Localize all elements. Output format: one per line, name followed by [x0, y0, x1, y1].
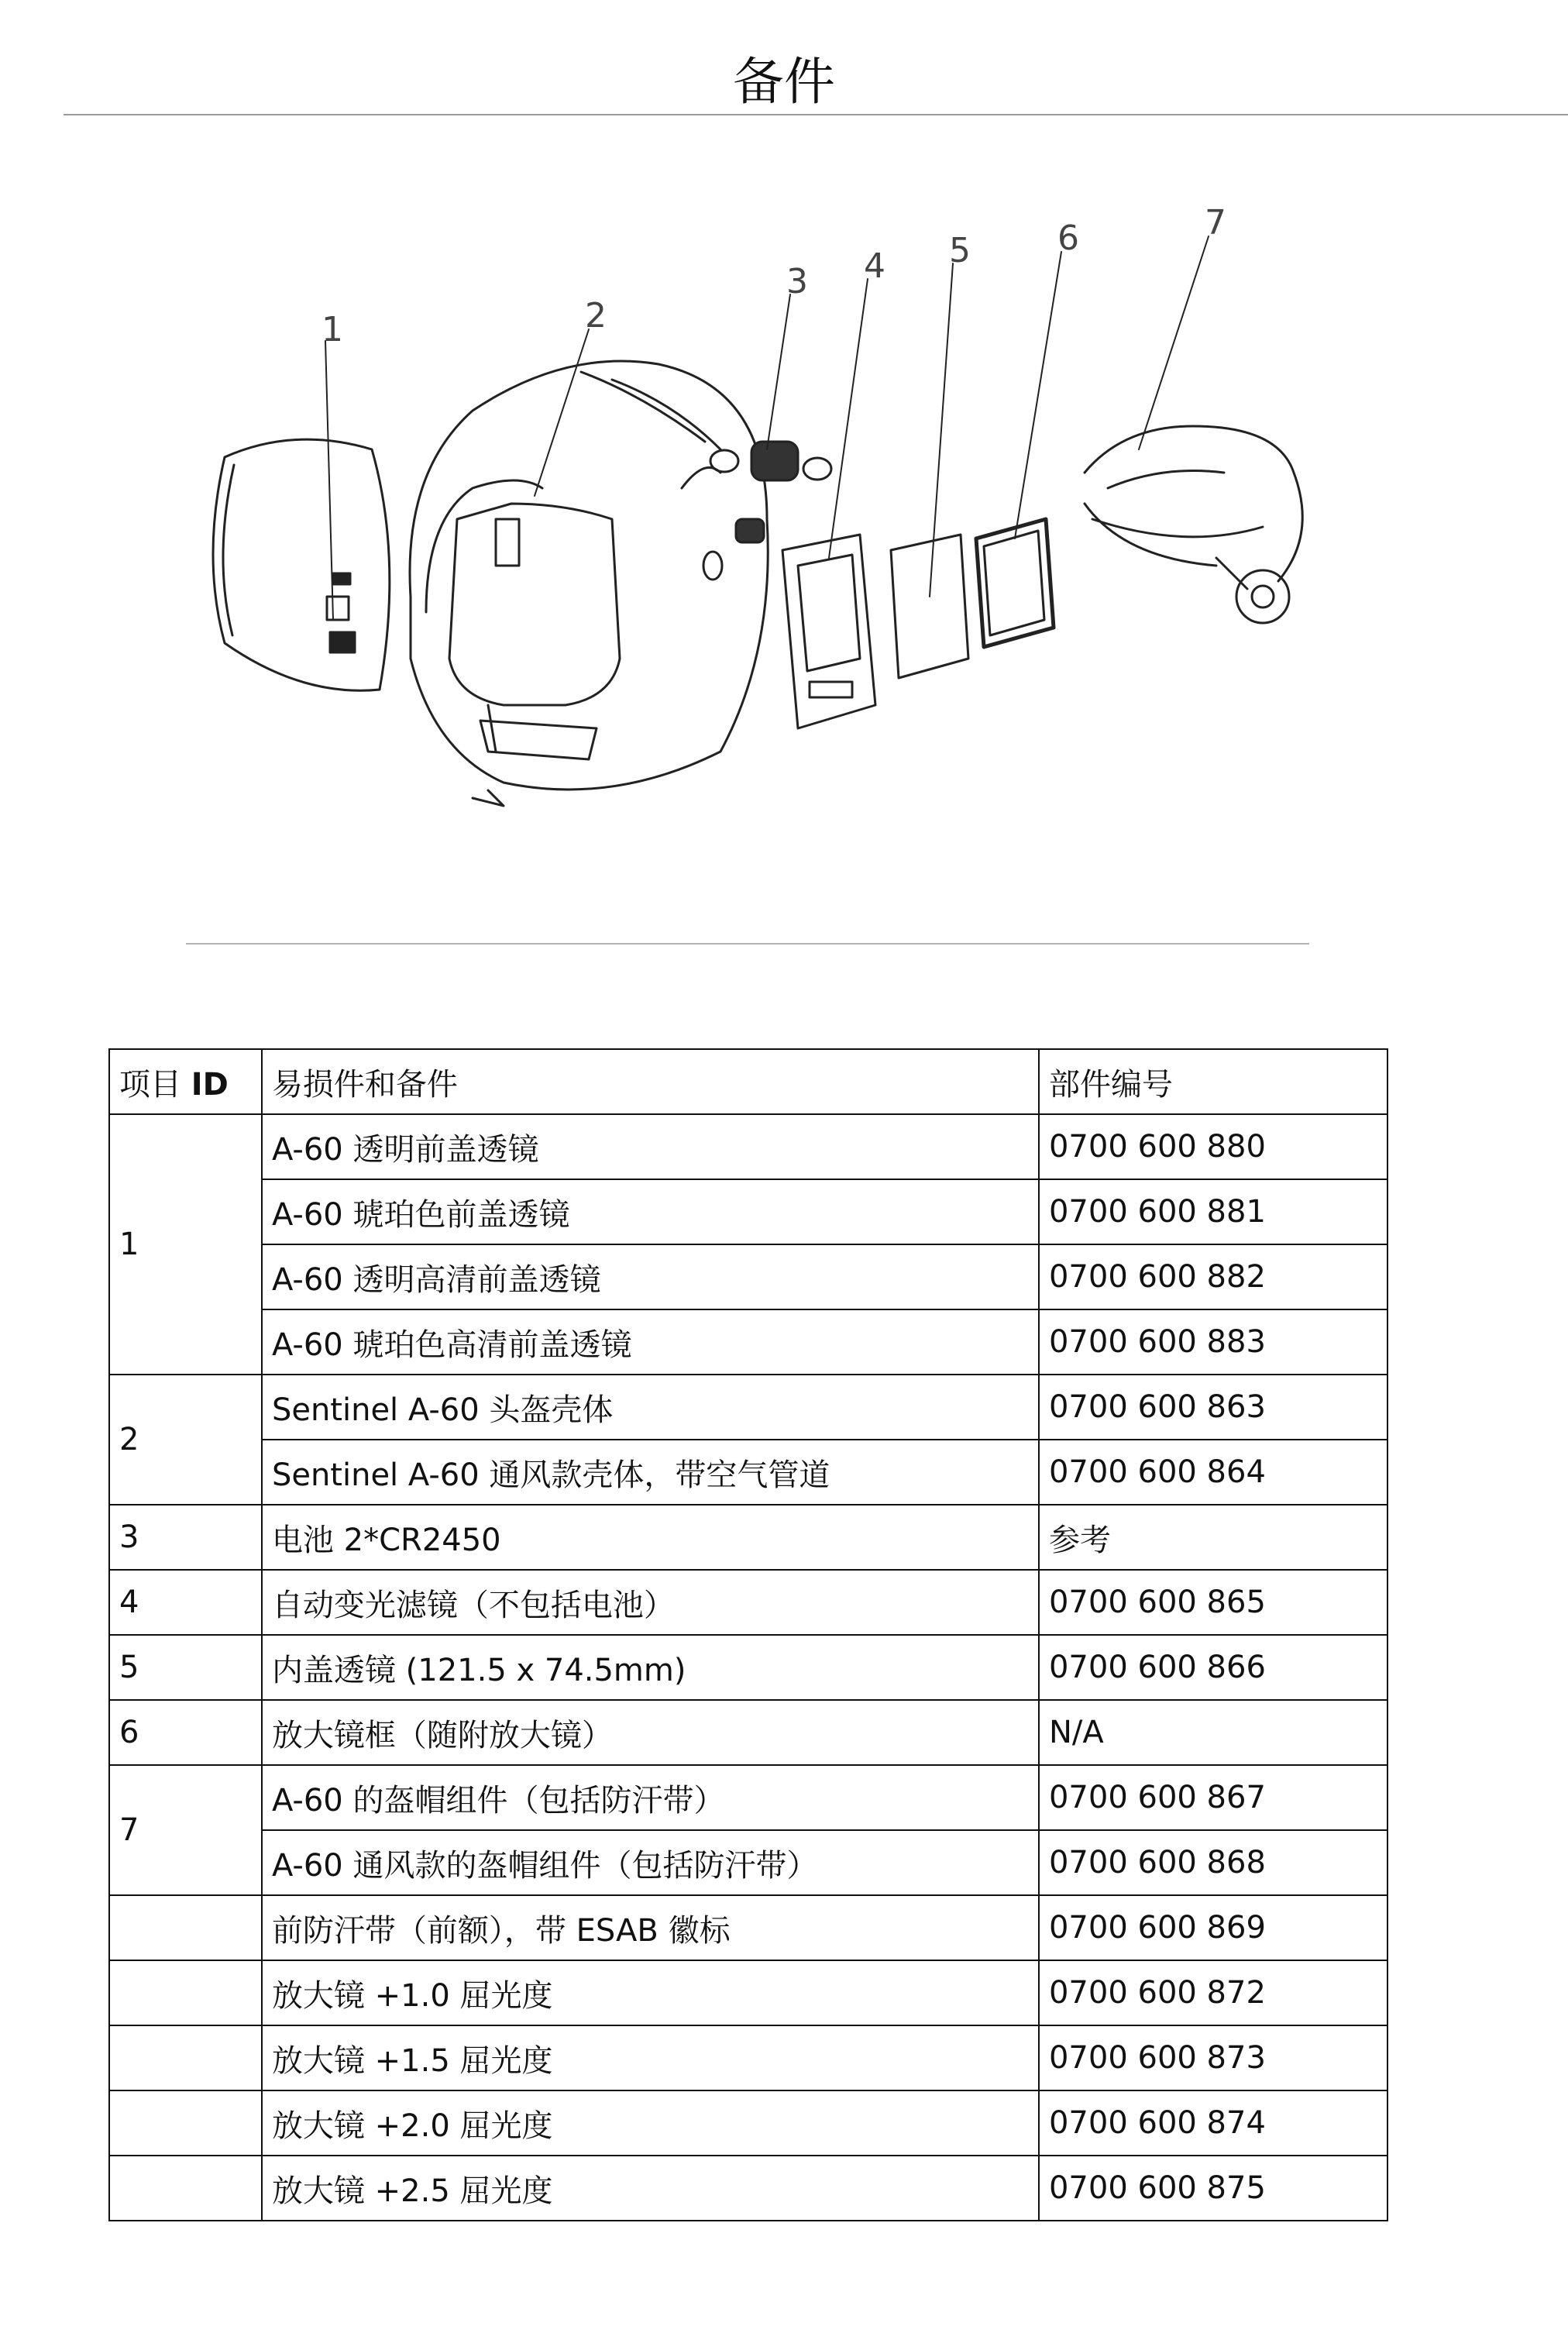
table-body — [109, 1114, 1387, 2221]
part-name-cell: 放大镜 +1.0 屈光度 — [262, 1960, 1039, 2025]
part-name-cell: Sentinel A-60 通风款壳体，带空气管道 — [262, 1440, 1039, 1505]
exploded-view-diagram — [178, 194, 1363, 969]
part-number-cell: 0700 600 882 — [1039, 1244, 1387, 1309]
part-name-cell: A-60 琥珀色前盖透镜 — [262, 1179, 1039, 1244]
inner-cover-lens-part — [891, 535, 968, 678]
part-name-cell: 电池 2*CR2450 — [262, 1505, 1039, 1570]
table-row — [109, 1505, 1387, 1570]
part-number-cell: 0700 600 868 — [1039, 1830, 1387, 1895]
part-name-cell: 放大镜框（随附放大镜） — [262, 1700, 1039, 1765]
item-id-cell — [109, 2090, 262, 2156]
part-number-cell: 0700 600 866 — [1039, 1635, 1387, 1700]
part-name-cell: 自动变光滤镜（不包括电池） — [262, 1570, 1039, 1635]
part-name-cell: 放大镜 +2.0 屈光度 — [262, 2090, 1039, 2156]
table-row — [109, 1309, 1387, 1375]
title-divider — [64, 114, 1568, 115]
table-row — [109, 1895, 1387, 1960]
part-number-cell: 0700 600 883 — [1039, 1309, 1387, 1375]
item-id-cell: 4 — [109, 1570, 262, 1635]
item-id-cell — [109, 1895, 262, 1960]
part-number-cell: 0700 600 867 — [1039, 1765, 1387, 1830]
header-part-number: 部件编号 — [1039, 1049, 1387, 1114]
auto-darkening-filter-part — [782, 535, 875, 728]
item-id-cell — [109, 2156, 262, 2221]
part-name-cell: A-60 通风款的盔帽组件（包括防汗带） — [262, 1830, 1039, 1895]
item-id-cell — [109, 1960, 262, 2025]
part-number-cell: 0700 600 869 — [1039, 1895, 1387, 1960]
table-row — [109, 1765, 1387, 1830]
part-name-cell: Sentinel A-60 头盔壳体 — [262, 1375, 1039, 1440]
part-name-cell: 内盖透镜 (121.5 x 74.5mm) — [262, 1635, 1039, 1700]
header-part-name: 易损件和备件 — [262, 1049, 1039, 1114]
table-row — [109, 1570, 1387, 1635]
headgear-part — [1085, 426, 1302, 623]
item-id-cell: 3 — [109, 1505, 262, 1570]
item-id-cell: 6 — [109, 1700, 262, 1765]
table-row — [109, 2090, 1387, 2156]
callout-6: 6 — [1057, 219, 1079, 258]
part-number-cell: N/A — [1039, 1700, 1387, 1765]
table-row — [109, 2156, 1387, 2221]
item-id-cell — [109, 2025, 262, 2090]
spare-parts-table — [108, 1048, 1388, 2221]
header-item-id: 项目 ID — [109, 1049, 262, 1114]
table-row — [109, 1440, 1387, 1505]
item-id-cell: 7 — [109, 1765, 262, 1895]
table-row — [109, 1960, 1387, 2025]
table-row — [109, 1179, 1387, 1244]
callout-2: 2 — [585, 296, 607, 335]
part-number-cell: 0700 600 863 — [1039, 1375, 1387, 1440]
callout-7: 7 — [1205, 203, 1226, 243]
part-name-cell: A-60 透明前盖透镜 — [262, 1114, 1039, 1179]
table-row — [109, 1375, 1387, 1440]
part-name-cell: A-60 透明高清前盖透镜 — [262, 1244, 1039, 1309]
item-id-cell: 5 — [109, 1635, 262, 1700]
battery-holder-part — [710, 442, 831, 542]
part-name-cell: A-60 的盔帽组件（包括防汗带） — [262, 1765, 1039, 1830]
callout-4: 4 — [864, 246, 885, 286]
part-number-cell: 0700 600 875 — [1039, 2156, 1387, 2221]
part-number-cell: 0700 600 872 — [1039, 1960, 1387, 2025]
item-id-cell: 1 — [109, 1114, 262, 1375]
callout-5: 5 — [949, 231, 971, 270]
part-name-cell: 前防汗带（前额），带 ESAB 徽标 — [262, 1895, 1039, 1960]
table-row — [109, 1114, 1387, 1179]
part-name-cell: A-60 琥珀色高清前盖透镜 — [262, 1309, 1039, 1375]
front-cover-lens-part — [213, 439, 390, 690]
part-number-cell: 0700 600 873 — [1039, 2025, 1387, 2090]
part-name-cell: 放大镜 +1.5 屈光度 — [262, 2025, 1039, 2090]
part-number-cell: 0700 600 881 — [1039, 1179, 1387, 1244]
callout-1: 1 — [322, 310, 343, 349]
diagram-divider — [186, 943, 1309, 945]
part-name-cell: 放大镜 +2.5 屈光度 — [262, 2156, 1039, 2221]
table-header-row — [109, 1049, 1387, 1114]
table-row — [109, 1635, 1387, 1700]
item-id-cell: 2 — [109, 1375, 262, 1505]
page-title: 备件 — [733, 52, 835, 112]
part-number-cell: 0700 600 864 — [1039, 1440, 1387, 1505]
callout-3: 3 — [786, 262, 808, 301]
part-number-cell: 参考 — [1039, 1505, 1387, 1570]
part-number-cell: 0700 600 880 — [1039, 1114, 1387, 1179]
part-number-cell: 0700 600 874 — [1039, 2090, 1387, 2156]
table-row — [109, 1700, 1387, 1765]
table-row — [109, 1244, 1387, 1309]
table-row — [109, 1830, 1387, 1895]
helmet-shell-part — [410, 361, 768, 806]
table-row — [109, 2025, 1387, 2090]
part-number-cell: 0700 600 865 — [1039, 1570, 1387, 1635]
